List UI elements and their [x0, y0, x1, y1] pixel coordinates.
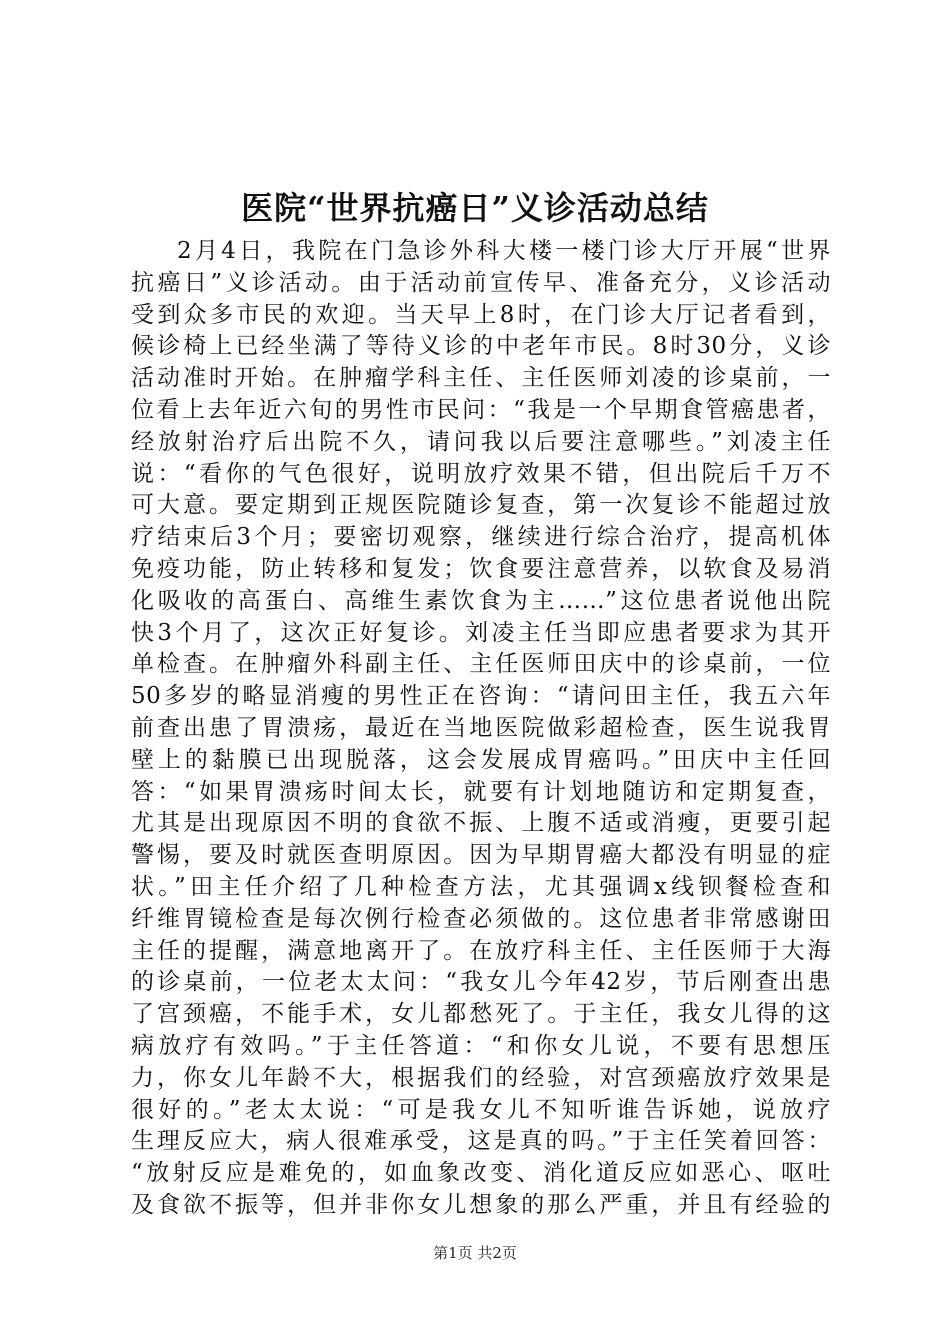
page-footer: 第1页 共2页	[433, 1244, 517, 1262]
body-line: 活动准时开始。在肿瘤学科主任、主任医师刘凌的诊桌前，一	[131, 365, 831, 392]
body-line: 生理反应大，病人很难承受，这是真的吗。”于主任笑着回答：	[131, 1128, 831, 1155]
body-line: 尤其是出现原因不明的食欲不振、上腹不适或消瘦，更要引起	[131, 810, 831, 837]
body-line: 可大意。要定期到正规医院随诊复查，第一次复诊不能超过放	[131, 492, 831, 519]
body-line: 快3个月了，这次正好复诊。刘凌主任当即应患者要求为其开	[131, 619, 831, 646]
body-line: 警惕，要及时就医查明原因。因为早期胃癌大都没有明显的症	[131, 842, 831, 869]
body-line: 单检查。在肿瘤外科副主任、主任医师田庆中的诊桌前，一位	[131, 651, 831, 678]
body-line: 2月4日，我院在门急诊外科大楼一楼门诊大厅开展“世界	[177, 238, 831, 264]
document-body	[131, 236, 831, 1222]
document-title: 医院“世界抗癌日”义诊活动总结	[241, 189, 709, 227]
body-line: 抗癌日”义诊活动。由于活动前宣传早、准备充分，义诊活动	[131, 269, 831, 296]
body-line: 力，你女儿年龄不大，根据我们的经验，对宫颈癌放疗效果是	[131, 1064, 831, 1091]
body-line: 病放疗有效吗。”于主任答道：“和你女儿说，不要有思想压	[131, 1032, 831, 1059]
body-line: 很好的。”老太太说：“可是我女儿不知听谁告诉她，说放疗	[131, 1096, 831, 1123]
body-line: 及食欲不振等，但并非你女儿想象的那么严重，并且有经验的	[131, 1191, 831, 1218]
body-line: 经放射治疗后出院不久，请问我以后要注意哪些。”刘凌主任	[131, 428, 831, 455]
body-line: 免疫功能，防止转移和复发；饮食要注意营养，以软食及易消	[131, 555, 831, 582]
body-line: 说：“看你的气色很好，说明放疗效果不错，但出院后千万不	[131, 460, 831, 487]
body-line: “放射反应是难免的，如血象改变、消化道反应如恶心、呕吐	[131, 1160, 831, 1187]
body-line: 的诊桌前，一位老太太问：“我女儿今年42岁，节后刚查出患	[131, 969, 831, 996]
body-line: 受到众多市民的欢迎。当天早上8时，在门诊大厅记者看到，	[131, 301, 831, 328]
body-line: 位看上去年近六旬的男性市民问：“我是一个早期食管癌患者，	[131, 396, 831, 423]
body-line: 了宫颈癌，不能手术，女儿都愁死了。于主任，我女儿得的这	[131, 1001, 831, 1028]
body-line: 前查出患了胃溃疡，最近在当地医院做彩超检查，医生说我胃	[131, 714, 831, 741]
body-line: 候诊椅上已经坐满了等待义诊的中老年市民。8时30分，义诊	[131, 333, 831, 360]
body-line: 50多岁的略显消瘦的男性正在咨询：“请问田主任，我五六年	[131, 683, 831, 710]
body-line: 疗结束后3个月；要密切观察，继续进行综合治疗，提高机体	[131, 524, 831, 551]
body-line: 答：“如果胃溃疡时间太长，就要有计划地随访和定期复查，	[131, 778, 831, 805]
body-line: 纤维胃镜检查是每次例行检查必须做的。这位患者非常感谢田	[131, 905, 831, 932]
body-line: 化吸收的高蛋白、高维生素饮食为主……”这位患者说他出院	[131, 587, 831, 614]
body-line: 壁上的黏膜已出现脱落，这会发展成胃癌吗。”田庆中主任回	[131, 746, 831, 773]
body-line: 状。”田主任介绍了几种检查方法，尤其强调x线钡餐检查和	[131, 873, 831, 900]
body-line: 主任的提醒，满意地离开了。在放疗科主任、主任医师于大海	[131, 937, 831, 964]
